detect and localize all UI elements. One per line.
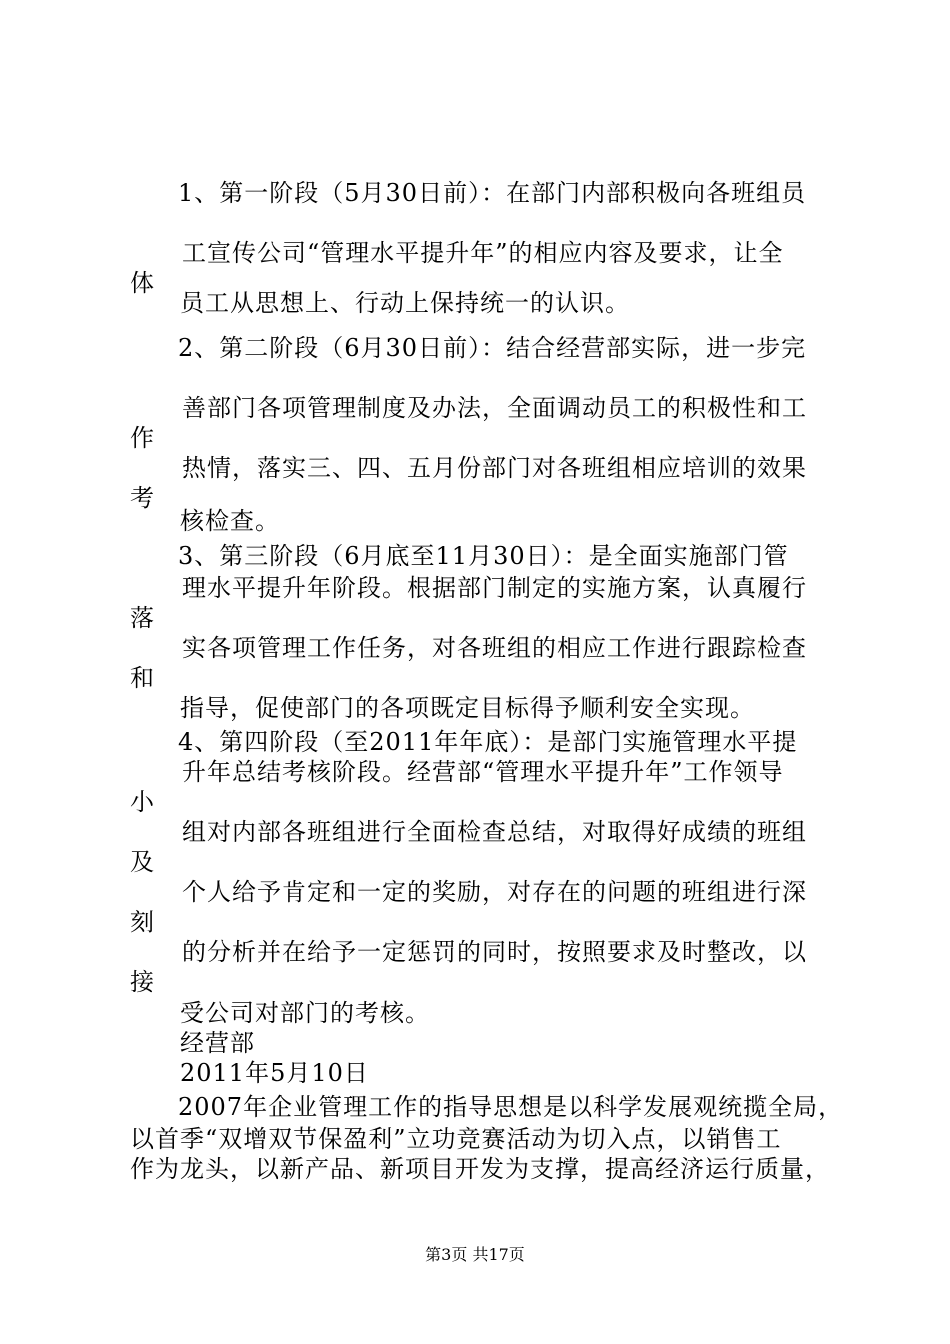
text-line: 受公司对部门的考核。 [180, 999, 430, 1027]
text-line: 3、第三阶段（6月底至11月30日）：是全面实施部门管 [178, 542, 789, 570]
text-line: 热情，落实三、四、五月份部门对各班组相应培训的效果 [182, 454, 807, 482]
text-line: 工宣传公司“管理水平提升年”的相应内容及要求，让全 [182, 239, 784, 267]
text-line: 员工从思想上、行动上保持统一的认识。 [180, 289, 630, 317]
text-line: 升年总结考核阶段。经营部“管理水平提升年”工作领导 [182, 758, 784, 786]
text-line: 以首季“双增双节保盈利”立功竞赛活动为切入点，以销售工 [130, 1125, 782, 1153]
page-footer: 第3页 共17页 [425, 1245, 525, 1264]
text-line: 考 [130, 484, 155, 512]
text-line: 及 [130, 848, 155, 876]
text-line: 的分析并在给予一定惩罚的同时，按照要求及时整改，以 [182, 938, 807, 966]
text-line: 接 [130, 968, 155, 996]
text-line: 指导，促使部门的各项既定目标得予顺利安全实现。 [180, 694, 755, 722]
text-line: 2011年5月10日 [180, 1059, 369, 1087]
text-line: 刻 [130, 908, 155, 936]
text-line: 实各项管理工作任务，对各班组的相应工作进行跟踪检查 [182, 634, 807, 662]
text-line: 组对内部各班组进行全面检查总结，对取得好成绩的班组 [182, 818, 807, 846]
text-line: 落 [130, 604, 155, 632]
text-line: 2007年企业管理工作的指导思想是以科学发展观统揽全局， [178, 1093, 844, 1121]
text-line: 作 [130, 424, 155, 452]
text-line: 作为龙头，以新产品、新项目开发为支撑，提高经济运行质量， [130, 1155, 830, 1183]
text-line: 4、第四阶段（至2011年年底）：是部门实施管理水平提 [178, 728, 798, 756]
text-line: 个人给予肯定和一定的奖励，对存在的问题的班组进行深 [182, 878, 807, 906]
text-line: 小 [130, 788, 155, 816]
text-line: 和 [130, 664, 155, 692]
text-line: 1、第一阶段（5月30日前）：在部门内部积极向各班组员 [178, 179, 807, 207]
text-line: 理水平提升年阶段。根据部门制定的实施方案，认真履行 [182, 574, 807, 602]
text-line: 核检查。 [180, 507, 280, 535]
text-line: 善部门各项管理制度及办法，全面调动员工的积极性和工 [182, 394, 807, 422]
text-line: 经营部 [180, 1029, 255, 1057]
text-line: 体 [130, 269, 155, 297]
text-line: 2、第二阶段（6月30日前）：结合经营部实际，进一步完 [178, 334, 807, 362]
